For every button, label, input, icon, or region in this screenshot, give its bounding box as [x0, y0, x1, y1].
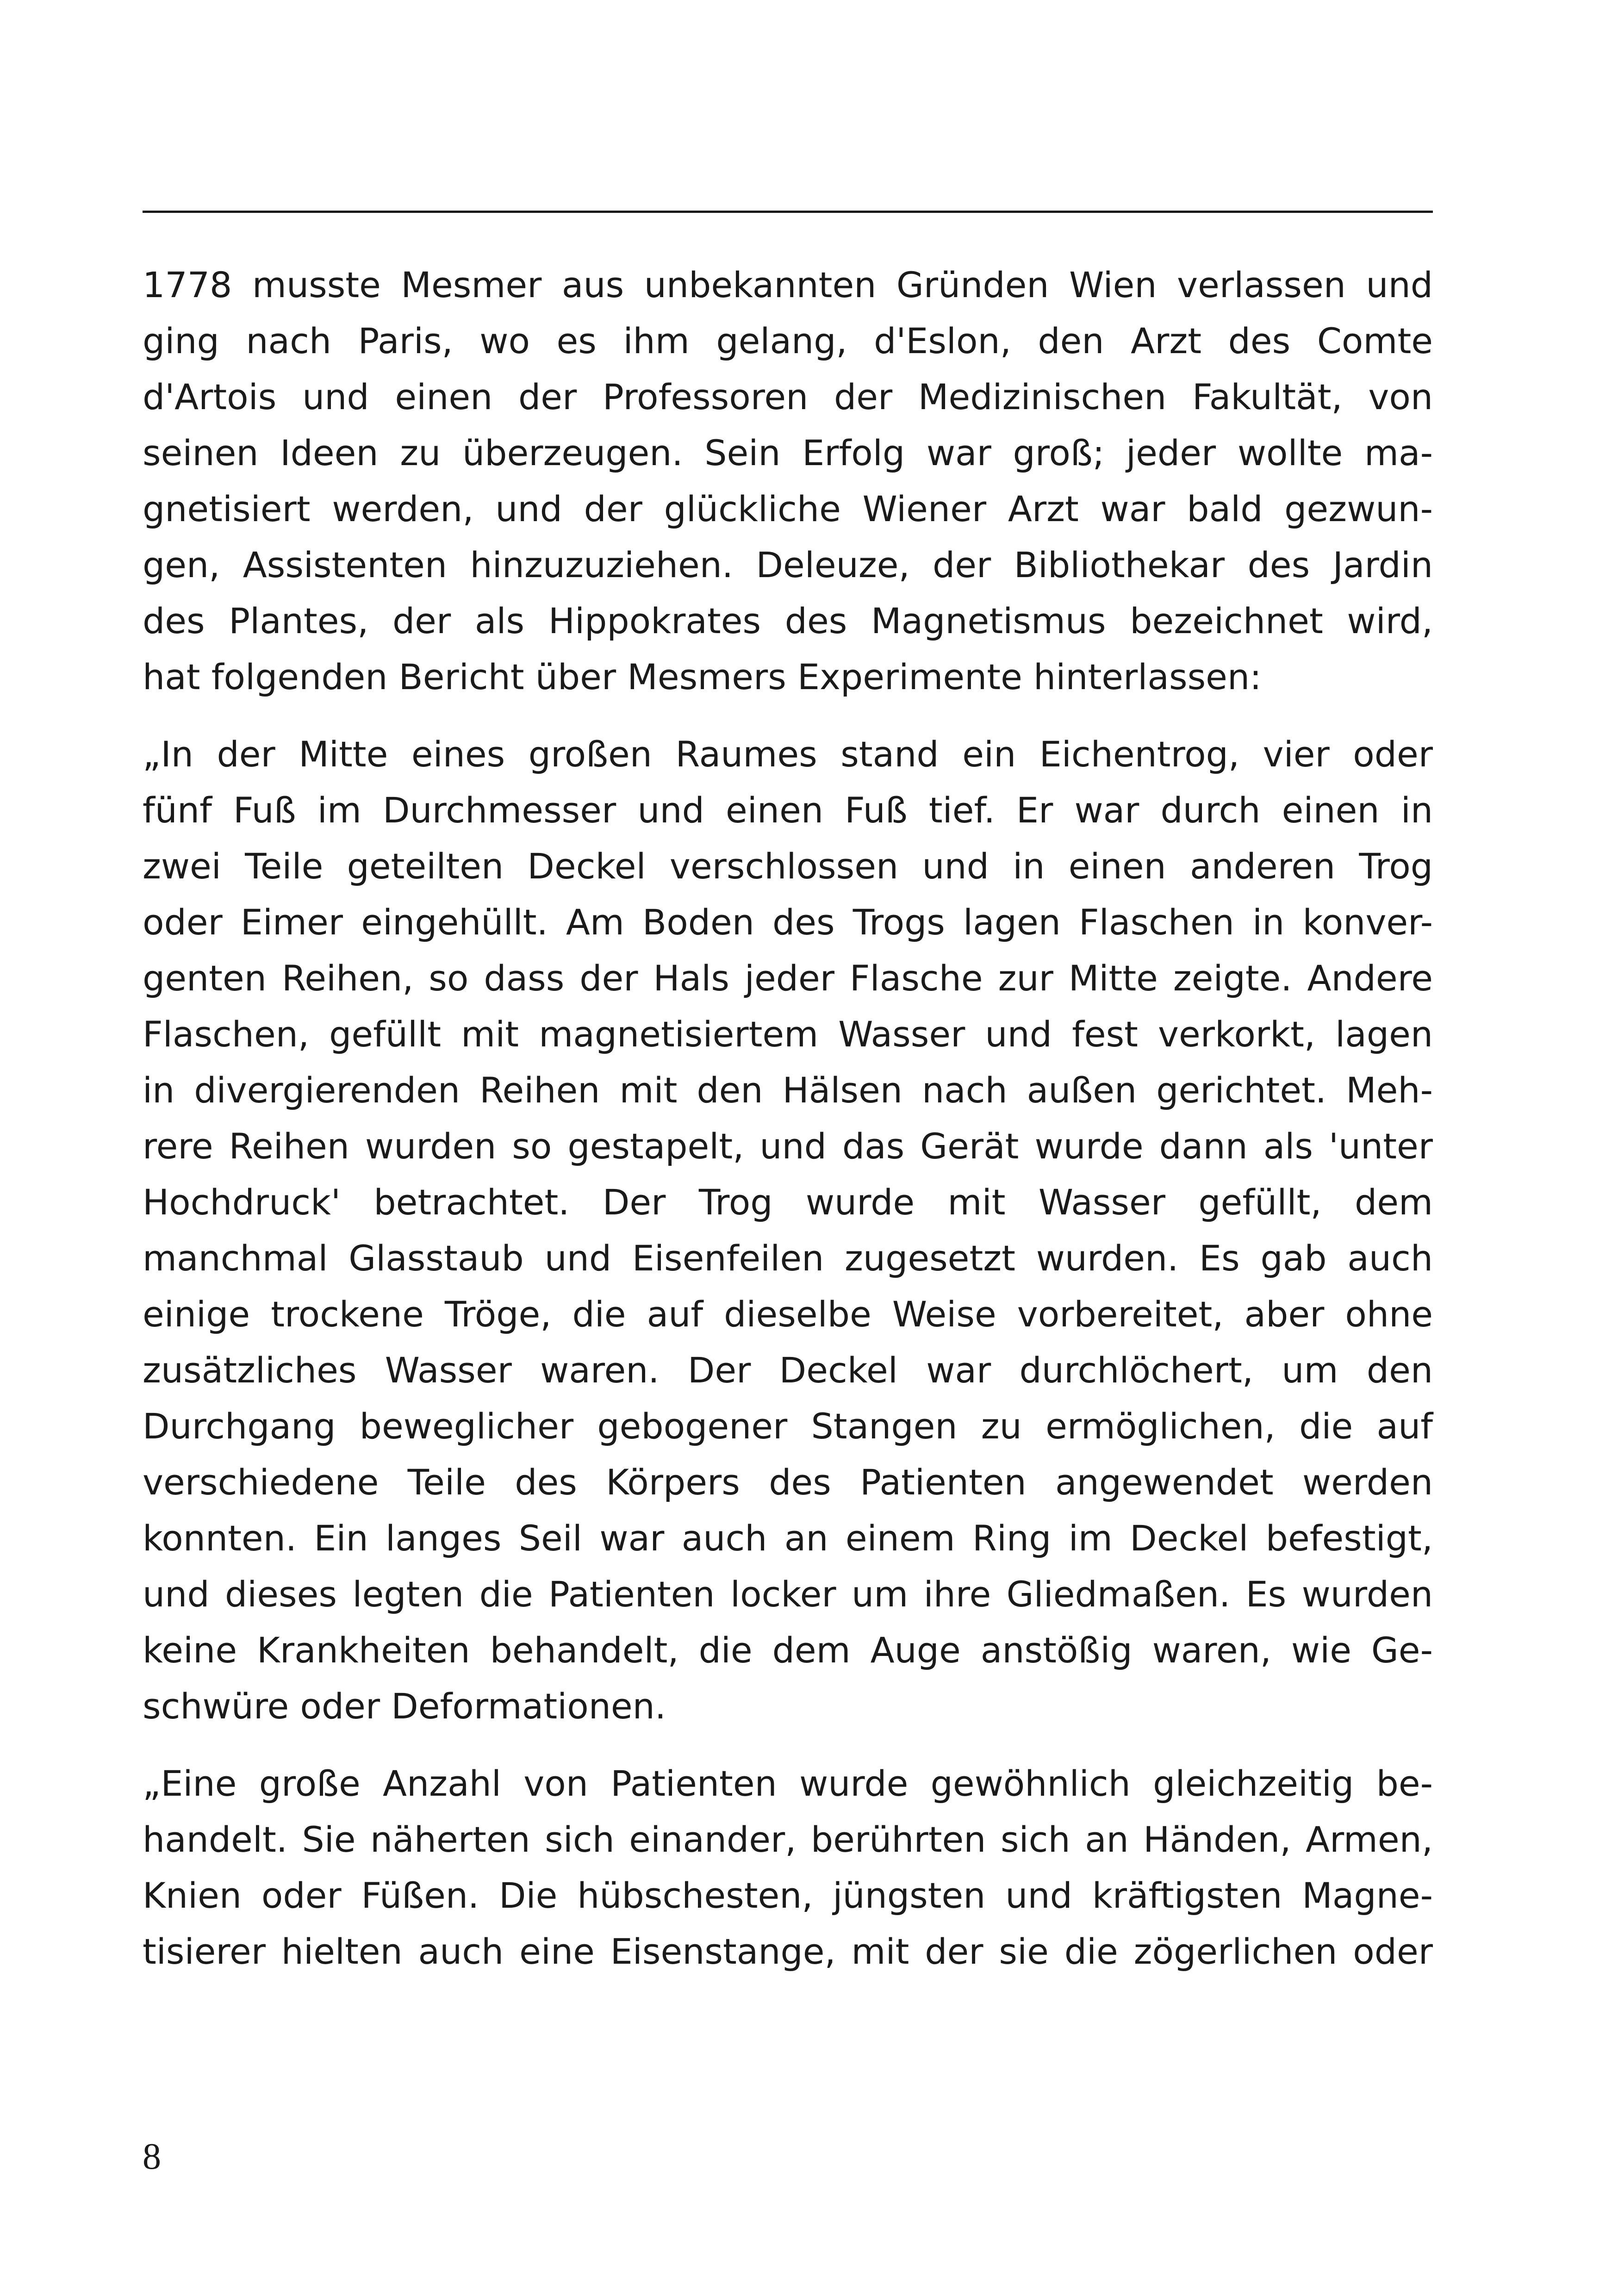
text-line: rere Reihen wurden so gestapelt, und das Gerät wurde dann als 'unter	[143, 1126, 1433, 1167]
text-line: und dieses legten die Patienten locker um ihre Gliedmaßen. Es wurden	[143, 1574, 1433, 1615]
text-line: Flaschen, gefüllt mit magnetisiertem Wasser und fest verkorkt, lagen	[143, 1014, 1433, 1055]
text-line: gnetisiert werden, und der glückliche Wiener Arzt war bald gezwun-	[143, 488, 1433, 529]
body-text	[143, 257, 1433, 2001]
page-number: 8	[143, 2136, 161, 2177]
paragraph	[143, 257, 1433, 705]
text-line: „In der Mitte eines großen Raumes stand ein Eichentrog, vier oder	[143, 734, 1433, 775]
text-line: in divergierenden Reihen mit den Hälsen nach außen gerichtet. Meh-	[143, 1070, 1433, 1111]
text-line: genten Reihen, so dass der Hals jeder Flasche zur Mitte zeigte. Andere	[143, 958, 1433, 999]
text-line: „Eine große Anzahl von Patienten wurde gewöhnlich gleichzeitig be-	[143, 1763, 1433, 1804]
paragraph	[143, 1755, 1433, 1979]
text-line: handelt. Sie näherten sich einander, berührten sich an Händen, Armen,	[143, 1819, 1433, 1860]
text-line: Hochdruck' betrachtet. Der Trog wurde mit Wasser gefüllt, dem	[143, 1182, 1433, 1223]
text-line: oder Eimer eingehüllt. Am Boden des Trogs lagen Flaschen in konver-	[143, 902, 1433, 943]
text-line: hat folgenden Bericht über Mesmers Experimente hinterlassen:	[143, 656, 1262, 697]
text-line: gen, Assistenten hinzuzuziehen. Deleuze, der Bibliothekar des Jardin	[143, 544, 1433, 585]
text-line: verschiedene Teile des Körpers des Patienten angewendet werden	[143, 1462, 1433, 1503]
text-line: zusätzliches Wasser waren. Der Deckel war durchlöchert, um den	[143, 1350, 1433, 1391]
text-line: einige trockene Tröge, die auf dieselbe Weise vorbereitet, aber ohne	[143, 1294, 1433, 1335]
text-line: des Plantes, der als Hippokrates des Magnetismus bezeichnet wird,	[143, 600, 1433, 641]
text-line: schwüre oder Deformationen.	[143, 1686, 666, 1727]
text-line: manchmal Glasstaub und Eisenfeilen zugesetzt wurden. Es gab auch	[143, 1238, 1433, 1279]
text-line: 1778 musste Mesmer aus unbekannten Gründen Wien verlassen und	[143, 264, 1433, 305]
text-line: ging nach Paris, wo es ihm gelang, d'Eslon, den Arzt des Comte	[143, 320, 1433, 361]
text-line: seinen Ideen zu überzeugen. Sein Erfolg war groß; jeder wollte ma-	[143, 432, 1433, 473]
text-line: keine Krankheiten behandelt, die dem Auge anstößig waren, wie Ge-	[143, 1630, 1433, 1671]
text-line: tisierer hielten auch eine Eisenstange, mit der sie die zögerlichen oder	[143, 1931, 1433, 1972]
header-rule	[143, 211, 1433, 213]
text-line: Knien oder Füßen. Die hübschesten, jüngsten und kräftigsten Magne-	[143, 1875, 1433, 1916]
text-line: Durchgang beweglicher gebogener Stangen zu ermöglichen, die auf	[143, 1406, 1433, 1447]
text-line: zwei Teile geteilten Deckel verschlossen und in einen anderen Trog	[143, 846, 1433, 887]
text-line: d'Artois und einen der Professoren der Medizinischen Fakultät, von	[143, 376, 1433, 417]
text-line: konnten. Ein langes Seil war auch an einem Ring im Deckel befestigt,	[143, 1518, 1433, 1559]
paragraph	[143, 726, 1433, 1734]
text-line: fünf Fuß im Durchmesser und einen Fuß tief. Er war durch einen in	[143, 790, 1433, 831]
